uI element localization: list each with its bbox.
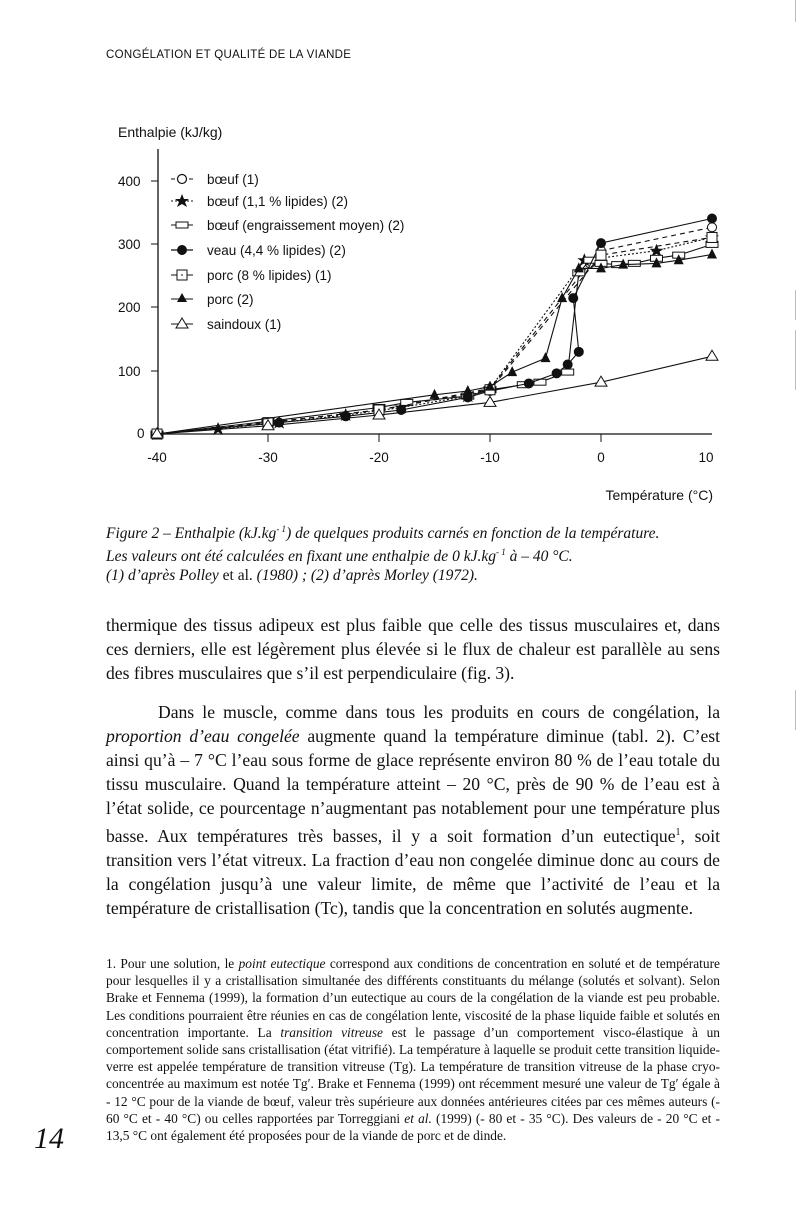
filled-circle-marker bbox=[552, 368, 562, 378]
caption-line-3: (1) d’après Polley et al. (1980) ; (2) d’après Morley (1972). bbox=[106, 567, 478, 585]
svg-text:-20: -20 bbox=[369, 450, 389, 465]
dotted-square-marker bbox=[596, 250, 606, 260]
svg-text:-30: -30 bbox=[258, 450, 278, 465]
filled-triangle-marker bbox=[707, 249, 717, 259]
page-number: 14 bbox=[34, 1122, 64, 1155]
filled-circle-marker bbox=[524, 378, 534, 388]
caption-line-2: Les valeurs ont été calculées en fixant une enthalpie de 0 $kJ.kg^{- 1}$ à – 40 °C. bbox=[106, 547, 573, 566]
body-text bbox=[106, 613, 720, 920]
legend-item-boeuf-lipides bbox=[171, 194, 348, 209]
caption-line-1: Figure 2 – Enthalpie $(kJ.kg^{- 1})$ de quelques produits carnés en fonction de la température. bbox=[106, 524, 660, 543]
filled-circle-marker bbox=[341, 411, 351, 421]
svg-text:saindoux (1): saindoux (1) bbox=[207, 317, 282, 332]
svg-text:bœuf (engraissement moyen) (2): bœuf (engraissement moyen) (2) bbox=[207, 218, 405, 233]
open-rectangle-marker bbox=[562, 369, 574, 375]
svg-text:veau (4,4 % lipides) (2): veau (4,4 % lipides) (2) bbox=[207, 243, 346, 258]
footnote-ref: 1 bbox=[675, 826, 681, 838]
x-ticks bbox=[147, 434, 713, 465]
open-circle-icon bbox=[178, 175, 187, 184]
running-head: CONGÉLATION ET QUALITÉ DE LA VIANDE bbox=[106, 49, 352, 61]
legend-item-porc-2 bbox=[171, 292, 254, 307]
filled-triangle-marker bbox=[430, 389, 440, 399]
svg-text:porc (8 % lipides) (1): porc (8 % lipides) (1) bbox=[207, 268, 332, 283]
svg-text:bœuf (1): bœuf (1) bbox=[207, 172, 259, 187]
svg-text:100: 100 bbox=[118, 364, 141, 379]
open-rectangle-marker bbox=[628, 260, 640, 266]
filled-circle-marker bbox=[274, 418, 284, 428]
open-rectangle-icon bbox=[176, 222, 188, 228]
svg-text:porc (2): porc (2) bbox=[207, 292, 254, 307]
svg-text:bœuf (1,1 % lipides) (2): bœuf (1,1 % lipides) (2) bbox=[207, 194, 349, 209]
filled-triangle-marker bbox=[557, 292, 567, 302]
legend-item-boeuf-engraissement bbox=[171, 218, 404, 233]
filled-circle-marker bbox=[574, 347, 584, 357]
svg-text:300: 300 bbox=[118, 237, 141, 252]
filled-circle-icon bbox=[177, 245, 187, 255]
legend-item-porc-lipides bbox=[171, 268, 332, 283]
margin-scan-marks bbox=[795, 0, 797, 1218]
legend-item-saindoux bbox=[171, 317, 281, 332]
enthalpy-chart bbox=[0, 0, 800, 510]
open-rectangle-marker bbox=[584, 257, 596, 263]
svg-text:200: 200 bbox=[118, 300, 141, 315]
x-axis-label: Température (°C) bbox=[605, 487, 713, 503]
open-triangle-icon bbox=[176, 318, 188, 328]
filled-triangle-icon bbox=[177, 293, 187, 302]
footnote: 1. Pour une solution, le point eutectique correspond aux conditions de concentration en soluté et de température pour lesquelles il y a cristallisation simultanée des différents constituants du mélange (solutés et solvant). Selon Brake et Fennema (1999), la formation d’un eutectique au cours de la congélation de la viande est peu probable. Les conditions pourraient être réunies en cas de congélation lente, viscosité de la phase liquide faible et solutés en concentration importante. La transition vitreuse est le passage d’un comportement visco-élastique à un comportement solide sans cristallisation (état vitrifié). La température à laquelle se produit cette transition liquide-verre est appelée température de transition vitreuse (Tg). La température de transition vitreuse de la phase cryo-concentrée au maximum est notée Tg′. Brake et Fennema (1999) ont récemment mesuré une valeur de Tg′ égale à - 12 °C pour de la viande de bœuf, valeur très supérieure aux données antérieures citées par ces mêmes auteurs (- 60 °C et - 40 °C) ou celles rapportées par Torreggiani et al. (1999) (- 80 et - 35 °C). Des valeurs de - 20 °C et - 13,5 °C ont également été proposées pour de la viande de porc et de dinde. bbox=[106, 956, 720, 1144]
svg-text:10: 10 bbox=[698, 450, 714, 465]
filled-circle-marker bbox=[568, 293, 578, 303]
filled-circle-marker bbox=[563, 359, 573, 369]
filled-circle-marker bbox=[596, 238, 606, 248]
dotted-square-marker bbox=[707, 232, 717, 242]
y-axis-label: Enthalpie (kJ/kg) bbox=[118, 124, 223, 140]
figure-caption bbox=[106, 520, 726, 585]
legend-item-boeuf-1 bbox=[171, 172, 259, 187]
filled-triangle-marker bbox=[541, 352, 551, 362]
y-ticks bbox=[118, 174, 158, 441]
svg-text:-40: -40 bbox=[147, 450, 167, 465]
legend-item-veau bbox=[171, 243, 346, 258]
paragraph-2: Dans le muscle, comme dans tous les produits en cours de congélation, la proportion d’eau congelée augmente quand la température diminue (tabl. 2). C’est ainsi qu’à – 7 °C l’eau sous forme de glace représente environ 80 % de l’eau totale du tissu musculaire. Quand la température atteint – 20 °C, près de 90 % de l’eau est à l’état solide, ce pourcentage n’augmentant pas notablement pour une température plus basse. Aux températures très basses, il y a soit formation d’un eutectique$^1$, soit transition vers l’état vitreux. La fraction d’eau non congelée diminue donc au cours de la congélation jusqu’à une valeur limite, de même que l’activité de l’eau et la température de cristallisation (Tc), tandis que la concentration en solutés augmente. bbox=[106, 701, 721, 919]
paragraph-1: thermique des tissus adipeux est plus faible que celle des tissus musculaires et, dans ces derniers, elle est légèrement plus élevée si le flux de chaleur est parallèle au sens des fibres musculaires que s’il est perpendiculaire (fig. 3). bbox=[106, 615, 720, 684]
star-icon bbox=[175, 194, 189, 207]
svg-text:-10: -10 bbox=[480, 450, 500, 465]
svg-text:400: 400 bbox=[118, 174, 141, 189]
filled-circle-marker bbox=[707, 213, 717, 223]
open-rectangle-marker bbox=[534, 379, 546, 385]
legend bbox=[171, 172, 404, 332]
svg-text:0: 0 bbox=[137, 426, 145, 441]
svg-text:0: 0 bbox=[597, 450, 605, 465]
open-triangle-marker bbox=[706, 350, 718, 360]
